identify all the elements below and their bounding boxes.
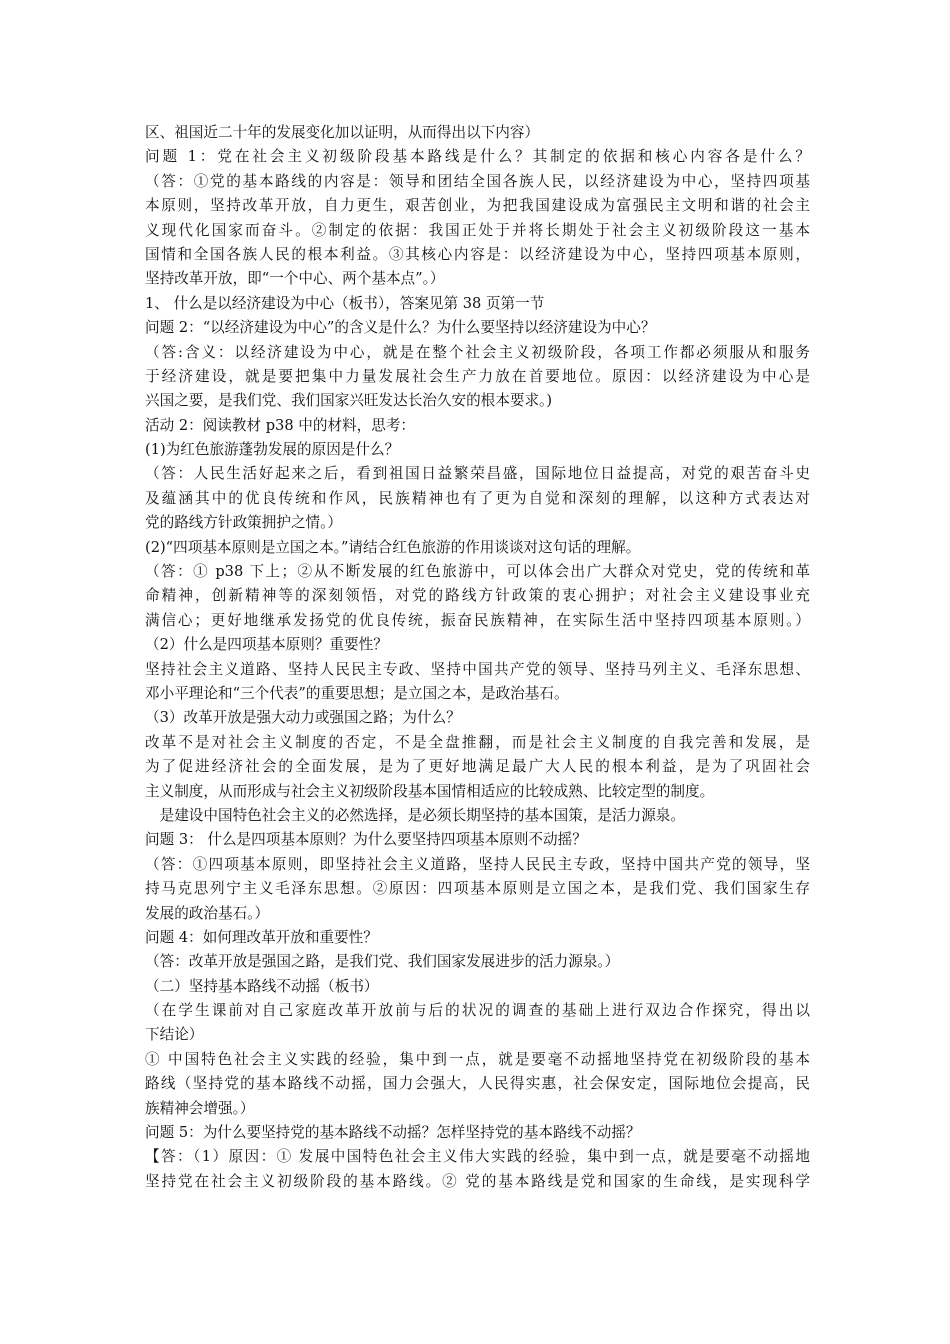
text-line: （3）改革开放是强大动力或强国之路；为什么？ bbox=[145, 709, 461, 727]
document-page bbox=[145, 121, 810, 1194]
text-line: 问题 3： 什么是四项基本原则？为什么要坚持四项基本原则不动摇？ bbox=[145, 831, 587, 849]
text-line: 问题 2：“以经济建设为中心”的含义是什么？为什么要坚持以经济建设为中心？ bbox=[145, 319, 656, 337]
text-line: （2）什么是四项基本原则？重要性？ bbox=[145, 636, 388, 654]
text-line: 活动 2：阅读教材 p38 中的材料，思考： bbox=[145, 416, 416, 434]
text-line: 问题 4：如何理改革开放和重要性？ bbox=[145, 928, 378, 946]
text-line: (2)“四项基本原则是立国之本。”请结合红色旅游的作用谈谈对这句话的理解。 bbox=[145, 538, 641, 556]
text-line: 改革不是对社会主义制度的否定，不是全盘推翻，而是社会主义制度的自我完善和发展，是 bbox=[145, 733, 810, 751]
text-line: 党的路线方针政策拥护之情。） bbox=[145, 514, 343, 532]
text-line: 问题 5：为什么要坚持党的基本路线不动摇？怎样坚持党的基本路线不动摇？ bbox=[145, 1124, 641, 1142]
text-line: 坚持党在社会主义初级阶段的基本路线。② 党的基本路线是党和国家的生命线，是实现科学 bbox=[145, 1172, 810, 1190]
text-line: 坚持社会主义道路、坚持人民民主专政、坚持中国共产党的领导、坚持马列主义、毛泽东思想、 bbox=[145, 660, 810, 678]
text-line: 1、 什么是以经济建设为中心（板书），答案见第 38 页第一节 bbox=[145, 294, 545, 312]
text-line: 问题 1：党在社会主义初级阶段基本路线是什么？其制定的依据和核心内容各是什么？ bbox=[145, 148, 810, 166]
text-line: 持马克思列宁主义毛泽东思想。②原因：四项基本原则是立国之本，是我们党、我们国家生存 bbox=[145, 880, 810, 898]
text-line: 义现代化国家而奋斗。②制定的依据：我国正处于并将长期处于社会主义初级阶段这一基本 bbox=[145, 221, 810, 239]
text-line: （在学生课前对自己家庭改革开放前与后的状况的调查的基础上进行双边合作探究，得出以 bbox=[145, 1002, 810, 1020]
text-line: 兴国之要，是我们党、我们国家兴旺发达长治久安的根本要求。) bbox=[145, 392, 553, 410]
text-line: 于经济建设，就是要把集中力量发展社会生产力放在首要地位。原因：以经济建设为中心是 bbox=[145, 367, 810, 385]
text-line: 路线（坚持党的基本路线不动摇，国力会强大，人民得实惠，社会保安定，国际地位会提高，民 bbox=[145, 1075, 810, 1093]
text-line: （答：人民生活好起来之后，看到祖国日益繁荣昌盛，国际地位日益提高，对党的艰苦奋斗史 bbox=[145, 465, 810, 483]
text-line: 区、祖国近二十年的发展变化加以证明，从而得出以下内容） bbox=[145, 124, 540, 141]
text-line: 为了促进经济社会的全面发展，是为了更好地满足最广大人民的根本利益，是为了巩固社会 bbox=[145, 758, 810, 776]
text-line: 坚持改革开放，即“一个中心、两个基本点”。） bbox=[145, 270, 445, 288]
text-line: 邓小平理论和“三个代表”的重要思想；是立国之本，是政治基石。 bbox=[145, 684, 569, 702]
text-line: 族精神会增强。） bbox=[145, 1099, 255, 1117]
text-line: （答:含义：以经济建设为中心，就是在整个社会主义初级阶段，各项工作都必须服从和服务 bbox=[145, 343, 810, 361]
text-line: 发展的政治基石。） bbox=[145, 904, 270, 922]
text-line: 主义制度，从而形成与社会主义初级阶段基本国情相适应的比较成熟、比较定型的制度。 bbox=[145, 782, 715, 800]
text-line: 命精神，创新精神等的深刻领悟，对党的路线方针政策的衷心拥护；对社会主义建设事业充 bbox=[145, 587, 810, 605]
text-line: 【答：（1）原因：① 发展中国特色社会主义伟大实践的经验，集中到一点，就是要毫不动摇地 bbox=[145, 1148, 810, 1166]
text-line: 满信心；更好地继承发扬党的优良传统，振奋民族精神，在实际生活中坚持四项基本原则。） bbox=[145, 611, 810, 629]
text-line: 下结论） bbox=[145, 1026, 204, 1044]
text-line: ① 中国特色社会主义实践的经验，集中到一点，就是要毫不动摇地坚持党在初级阶段的基本 bbox=[145, 1050, 810, 1068]
text-line: 是建设中国特色社会主义的必然选择，是必须长期坚持的基本国策，是活力源泉。 bbox=[145, 806, 685, 824]
text-line: （答：① p38 下上；②从不断发展的红色旅游中，可以体会出广大群众对党史，党的传统和革 bbox=[145, 563, 810, 581]
text-line: 本原则，坚持改革开放，自力更生，艰苦创业，为把我国建设成为富强民主文明和谐的社会主 bbox=[145, 197, 810, 215]
text-line: （答：①四项基本原则，即坚持社会主义道路，坚持人民民主专政，坚持中国共产党的领导，坚 bbox=[145, 855, 810, 873]
text-line: 及蕴涵其中的优良传统和作风，民族精神也有了更为自觉和深刻的理解，以这种方式表达对 bbox=[145, 489, 810, 507]
text-line: 国情和全国各族人民的根本利益。③其核心内容是：以经济建设为中心，坚持四项基本原则， bbox=[145, 245, 810, 263]
text-line: (1)为红色旅游蓬勃发展的原因是什么？ bbox=[145, 441, 400, 459]
text-line: （二）坚持基本路线不动摇（板书） bbox=[145, 977, 379, 995]
text-line: （答：①党的基本路线的内容是：领导和团结全国各族人民，以经济建设为中心，坚持四项基 bbox=[145, 172, 810, 190]
text-line: （答：改革开放是强国之路，是我们党、我们国家发展进步的活力源泉。） bbox=[145, 953, 620, 971]
